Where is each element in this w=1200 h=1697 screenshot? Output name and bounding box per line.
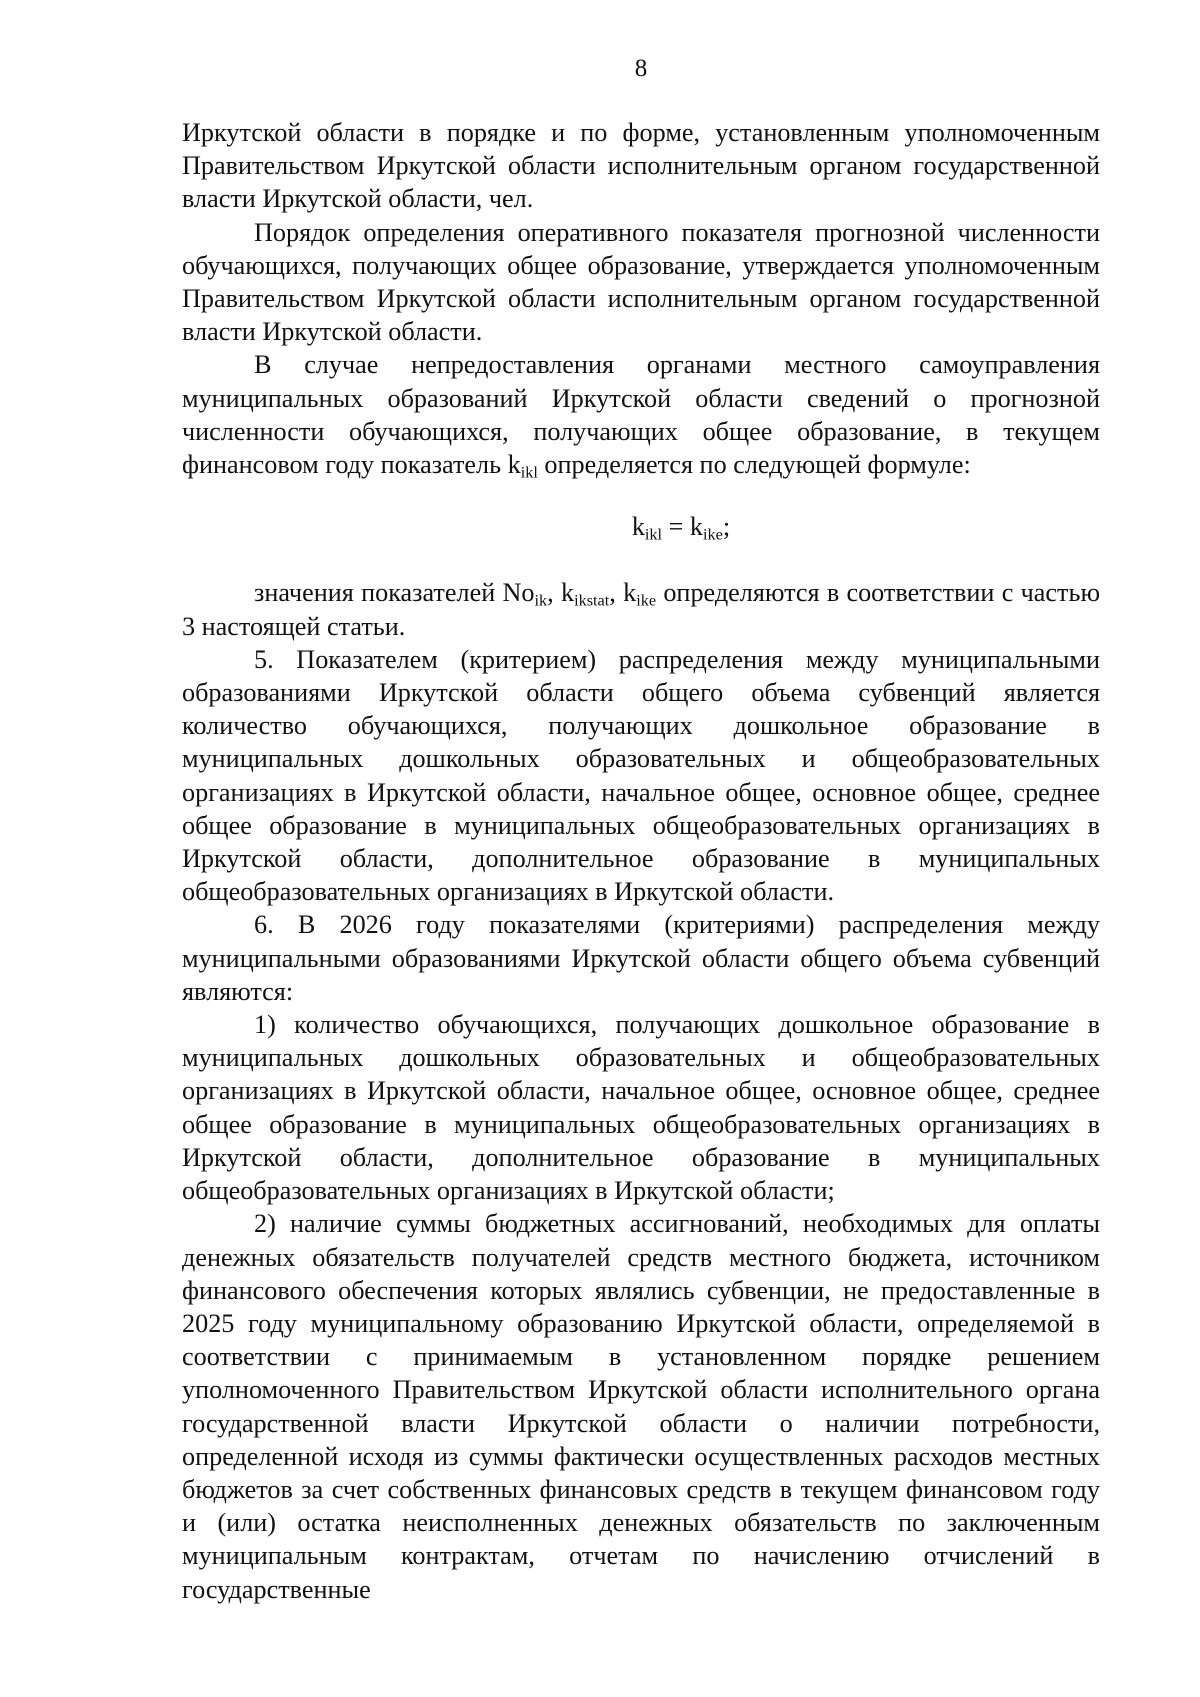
paragraph-case-text-end: определяется по следующей формуле: bbox=[537, 450, 971, 480]
values-subscript-2: ikstat bbox=[574, 591, 610, 610]
page-number: 8 bbox=[634, 55, 648, 82]
formula-rhs-subscript: ike bbox=[703, 525, 723, 544]
values-text-2: , k bbox=[547, 578, 575, 608]
paragraph-subitem-2: 2) наличие суммы бюджетных ассигнований, необходимых для оплаты денежных обязательств получателей средств местного бюджета, источником финансового обеспечения которых являлись субвенции, не предоставленные в 2025 году муниципальному образованию Иркутской области, определяемой в соответствии с принимаемым в установленном порядке решением уполномоченного Правительством Иркутской области исполнительного органа государственной власти Иркутской области о наличии потребности, определенной исходя из суммы фактически осуществленных расходов местных бюджетов за счет собственных финансовых средств в текущем финансовом году и (или) остатка неисполненных денежных обязательств по заключенным муниципальным контрактам, отчетам по начислению отчислений в государственные bbox=[182, 1209, 1100, 1604]
paragraph-case-text: В случае непредоставления органами местного самоуправления муниципальных образований Иркутской области сведений о прогнозной численности обучающихся, получающих общее образование, в текущем финансовом году показатель k bbox=[182, 350, 1100, 480]
paragraph-subitem-1: 1) количество обучающихся, получающих дошкольное образование в муниципальных дошкольных образовательных и общеобразовательных организациях в Иркутской области, начальное общее, основное общее, среднее общее образование в муниципальных общеобразовательных организациях в Иркутской области, дополнительное образование в муниципальных общеобразовательных организациях в Иркутской области; bbox=[182, 1010, 1100, 1206]
formula-end: ; bbox=[722, 512, 731, 542]
formula-lhs-subscript: ikl bbox=[644, 525, 663, 544]
formula-lhs: k bbox=[631, 512, 645, 542]
formula bbox=[182, 510, 1100, 543]
paragraph-continuation: Иркутской области в порядке и по форме, установленным уполномоченным Правительством Иркутской области исполнительным органом государственной власти Иркутской области, чел. bbox=[182, 118, 1100, 214]
values-subscript-3: ike bbox=[636, 591, 657, 610]
values-text-4: определяются в соответствии с частью 3 настоящей статьи. bbox=[182, 578, 1101, 641]
document-body bbox=[182, 116, 1100, 1606]
paragraph-item-6: 6. В 2026 году показателями (критериями) распределения между муниципальными образованиями Иркутской области общего объема субвенций являются: bbox=[182, 910, 1100, 1006]
paragraph-values bbox=[182, 576, 1100, 642]
paragraph-item-5: 5. Показателем (критерием) распределения между муниципальными образованиями Иркутской области общего объема субвенций является количество обучающихся, получающих дошкольное образование в муниципальных дошкольных образовательных и общеобразовательных организациях в Иркутской области, начальное общее, основное общее, среднее общее образование в муниципальных общеобразовательных организациях в Иркутской области, дополнительное образование в муниципальных общеобразовательных организациях в Иркутской области. bbox=[182, 644, 1100, 907]
formula-equals: = k bbox=[662, 512, 704, 542]
values-text-3: , k bbox=[609, 578, 637, 608]
paragraph-case bbox=[182, 348, 1100, 481]
subscript-ikl: ikl bbox=[520, 463, 538, 482]
values-subscript-1: ik bbox=[534, 591, 548, 610]
values-text-1: значения показателей No bbox=[254, 578, 535, 608]
paragraph-procedure: Порядок определения оперативного показателя прогнозной численности обучающихся, получающих общее образование, утверждается уполномоченным Правительством Иркутской области исполнительным органом государственной власти Иркутской области. bbox=[182, 217, 1100, 347]
